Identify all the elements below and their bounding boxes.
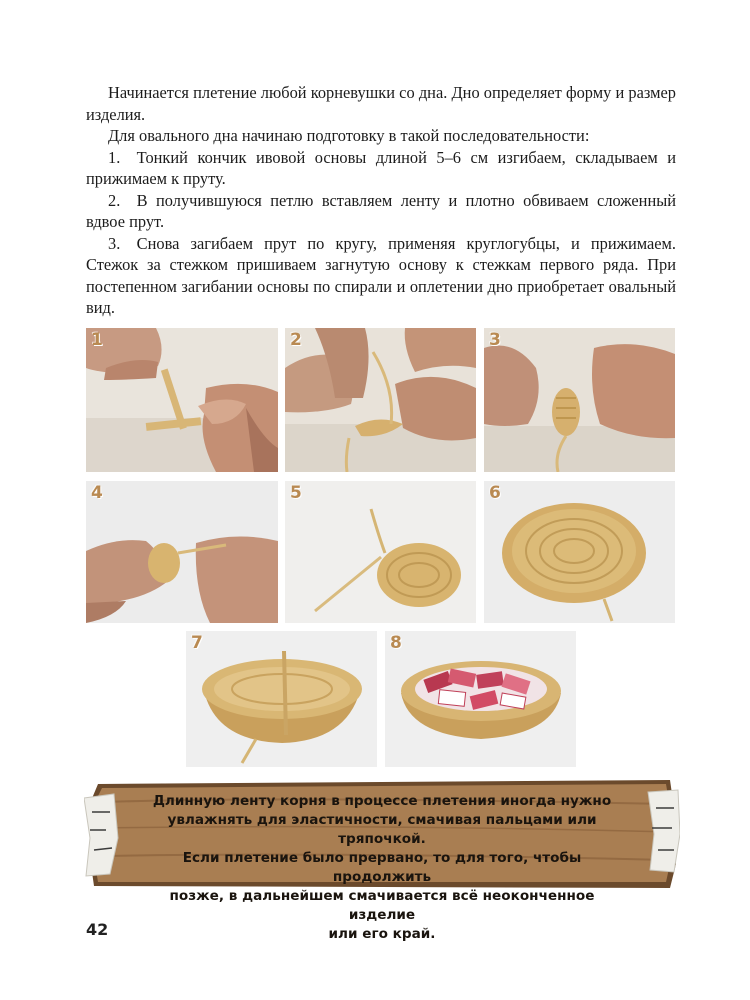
photo-3-number: 3	[489, 330, 501, 350]
note-line: увлажнять для эластичности, смачивая пальцами или тряпочкой.	[167, 812, 597, 847]
photo-7-number: 7	[191, 633, 203, 653]
note-line: Если плетение было прервано, то для того, чтобы продолжить	[182, 850, 582, 885]
photo-1-image	[86, 328, 278, 472]
body-text	[86, 82, 676, 319]
photo-6-image	[484, 481, 675, 623]
paragraph-intro: Начинается плетение любой корневушки со дна. Дно определяет форму и размер изделия.	[86, 83, 676, 124]
page-number: 42	[86, 920, 109, 939]
photo-5	[285, 481, 476, 623]
photo-4-image	[86, 481, 278, 623]
photo-4	[86, 481, 278, 623]
note-line: позже, в дальнейшем смачивается всё неоконченное изделие	[169, 888, 595, 923]
photo-5-number: 5	[290, 483, 302, 503]
photo-8	[385, 631, 576, 767]
photo-3-image	[484, 328, 675, 472]
photo-7	[186, 631, 377, 767]
note-line: Длинную ленту корня в процессе плетения иногда нужно	[152, 793, 612, 809]
photo-8-number: 8	[390, 633, 402, 653]
photo-2	[285, 328, 476, 472]
photo-1	[86, 328, 278, 472]
photo-2-image	[285, 328, 476, 472]
paragraph-sequence: Для овального дна начинаю подготовку в такой последовательности:	[108, 126, 590, 145]
photo-5-image	[285, 481, 476, 623]
photo-8-image	[385, 631, 576, 767]
note-line: или его край.	[328, 926, 436, 942]
photo-1-number: 1	[91, 330, 103, 350]
photo-2-number: 2	[290, 330, 302, 350]
photo-3	[484, 328, 675, 472]
photo-4-number: 4	[91, 483, 103, 503]
step-1: 1. Тонкий кончик ивовой основы длиной 5–6 см изгибаем, складываем и прижимаем к пруту.	[86, 147, 676, 188]
photo-6	[484, 481, 675, 623]
note-text	[144, 792, 620, 944]
step-2: 2. В получившуюся петлю вставляем ленту и плотно обвиваем сложенный вдвое прут.	[86, 190, 676, 231]
photo-7-image	[186, 631, 377, 767]
step-3: 3. Снова загибаем прут по кругу, применяя круглогубцы, и прижимаем. Стежок за стежком пришиваем загнутую основу к стежкам первого ряда. При постепенном загибании основы по спирали и оплетении дно приобретает овальный вид.	[86, 233, 676, 317]
photo-6-number: 6	[489, 483, 501, 503]
